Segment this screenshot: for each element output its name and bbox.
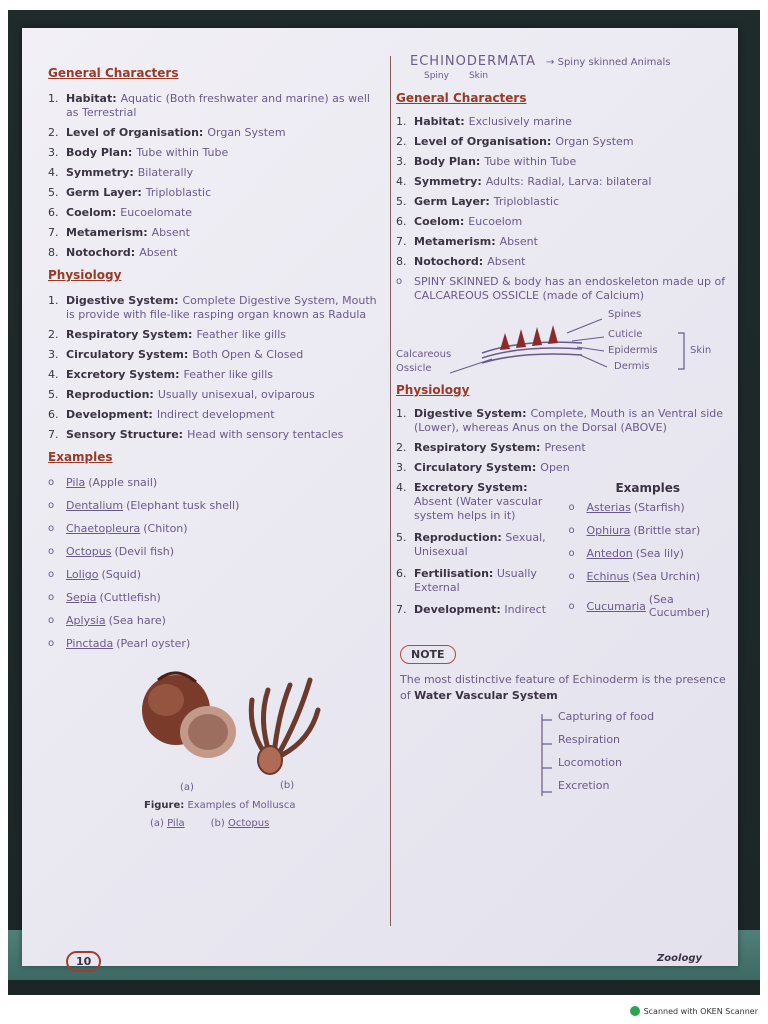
- physiology-item: 7. Sensory Structure: Head with sensory tentacles: [48, 428, 344, 441]
- echinodermata-title-row: [392, 54, 727, 69]
- figure-label-a: (a): [180, 782, 194, 793]
- bullet-icon: o: [568, 571, 575, 582]
- bullet-icon: o: [48, 477, 55, 488]
- bullet-icon: o: [48, 523, 55, 534]
- figure-caption-key: Figure:: [144, 800, 185, 811]
- physiology-item: 3. Circulatory System: Both Open & Closed: [48, 348, 304, 361]
- example-item: o Pinctada (Pearl oyster): [48, 637, 191, 650]
- physiology-item: 5. Reproduction: Usually unisexual, oviparous: [48, 388, 315, 401]
- echino-lower-left: [396, 481, 564, 629]
- general-character-item: 7. Metamerism: Absent: [48, 226, 190, 239]
- example-item: o Antedon (Sea lily): [568, 547, 684, 560]
- spiny-skin-note-text: SPINY SKINNED & body has an endoskeleton made up of CALCAREOUS OSSICLE (made of Calcium): [414, 275, 726, 302]
- bullet-icon: o: [568, 600, 575, 612]
- general-character-item: 3. Body Plan: Tube within Tube: [396, 155, 577, 168]
- wvs-function-item: Locomotion: [558, 756, 622, 769]
- general-character-item: 4. Symmetry: Adults: Radial, Larva: bilateral: [396, 175, 652, 188]
- notebook-page: [22, 28, 738, 966]
- example-item: o Dentalium (Elephant tusk shell): [48, 499, 240, 512]
- right-column: [392, 54, 727, 802]
- echino-general-heading: General Characters: [396, 91, 527, 105]
- note-badge: NOTE: [400, 645, 456, 664]
- label-dermis: Dermis: [614, 361, 650, 372]
- physiology-heading: Physiology: [48, 268, 122, 282]
- example-item: o Loligo (Squid): [48, 568, 142, 581]
- figure-subcaption: [150, 818, 269, 829]
- general-character-item: 7. Metamerism: Absent: [396, 235, 538, 248]
- physiology-item: 2. Respiratory System: Present: [396, 441, 586, 454]
- bullet-icon: o: [48, 500, 55, 511]
- wvs-function-item: Capturing of food: [558, 710, 655, 723]
- physiology-item: 3. Circulatory System: Open: [396, 461, 570, 474]
- scanner-watermark: [630, 1006, 758, 1016]
- general-character-item: 5. Germ Layer: Triploblastic: [48, 186, 212, 199]
- subcaption-a: (a) Pila: [150, 818, 185, 829]
- bullet-icon: o: [48, 615, 55, 626]
- example-item: o Echinus (Sea Urchin): [568, 570, 701, 583]
- skin-layers-svg: [392, 303, 727, 377]
- mollusca-examples-list: [48, 476, 378, 650]
- mollusca-figure: [48, 660, 378, 830]
- label-calcareous: Calcareous: [396, 349, 452, 360]
- etymology-parts: [392, 71, 727, 81]
- example-item: o Octopus (Devil fish): [48, 545, 175, 558]
- scanner-text: Scanned with OKEN Scanner: [643, 1006, 758, 1016]
- figure-caption-value: Examples of Mollusca: [187, 800, 296, 811]
- label-spines: Spines: [608, 309, 642, 320]
- echino-examples: [564, 481, 727, 629]
- wvs-function-item: Respiration: [558, 733, 621, 746]
- general-character-item: 2. Level of Organisation: Organ System: [48, 126, 286, 139]
- bullet-icon: o: [568, 525, 575, 536]
- example-item: o Aplysia (Sea hare): [48, 614, 166, 627]
- figure-illustrations: [48, 660, 378, 780]
- general-character-item: 3. Body Plan: Tube within Tube: [48, 146, 229, 159]
- bullet-icon: o: [48, 546, 55, 557]
- general-character-item: 8. Notochord: Absent: [48, 246, 178, 259]
- excretory-item: 4. Excretory System: Absent (Water vascular system helps in it): [396, 481, 543, 522]
- physiology-item: 1. Digestive System: Complete, Mouth is an Ventral side (Lower), whereas Anus on the Dorsal (ABOVE): [396, 407, 724, 434]
- echino-examples-list: [568, 501, 727, 619]
- etymology-skin: Skin: [468, 71, 489, 81]
- general-character-item: 6. Coelom: Eucoelomate: [48, 206, 193, 219]
- note-text: The most distinctive feature of Echinoderm is the presence of Water Vascular System: [400, 673, 726, 702]
- wvs-function-item: Excretion: [558, 779, 610, 792]
- echinodermata-title: ECHINODERMATA: [410, 54, 537, 69]
- physiology-item: 1. Digestive System: Complete Digestive System, Mouth is provide with file-like rasping organ known as Radula: [48, 294, 377, 321]
- echino-lower-section: [392, 481, 727, 629]
- functions-bracket: [538, 714, 558, 804]
- figure-caption: [144, 800, 296, 811]
- bullet-icon: o: [48, 638, 55, 649]
- octopus-illustration: [251, 680, 318, 774]
- echinodermata-meaning: → Spiny skinned Animals: [546, 57, 671, 68]
- page-number: 10: [66, 951, 101, 972]
- spiny-skin-note: o SPINY SKINNED & body has an endoskeleton made up of CALCAREOUS OSSICLE (made of Calcium): [396, 275, 726, 302]
- label-epidermis: Epidermis: [608, 345, 658, 356]
- figure-label-b: (b): [280, 780, 295, 791]
- bullet-icon: o: [568, 548, 575, 559]
- general-character-item: 1. Habitat: Exclusively marine: [396, 115, 572, 128]
- scanner-logo-icon: [630, 1006, 640, 1016]
- example-item: o Cucumaria (Sea Cucumber): [568, 593, 710, 619]
- fertilisation-item: 6. Fertilisation: Usually External: [396, 567, 537, 594]
- development-item: 7. Development: Indirect: [396, 603, 547, 616]
- general-character-item: 4. Symmetry: Bilaterally: [48, 166, 194, 179]
- example-item: o Ophiura (Brittle star): [568, 524, 701, 537]
- echino-examples-heading: Examples: [615, 481, 680, 495]
- subcaption-b: (b) Octopus: [210, 818, 270, 829]
- general-character-item: 8. Notochord: Absent: [396, 255, 526, 268]
- general-character-item: 2. Level of Organisation: Organ System: [396, 135, 634, 148]
- general-characters-heading: General Characters: [48, 66, 179, 80]
- example-item: o Asterias (Starfish): [568, 501, 685, 514]
- functions-list: [538, 710, 727, 792]
- mollusca-physiology-list: [48, 294, 378, 442]
- etymology-spiny: Spiny: [424, 71, 449, 81]
- reproduction-item: 5. Reproduction: Sexual, Unisexual: [396, 531, 546, 558]
- general-character-item: 5. Germ Layer: Triploblastic: [396, 195, 560, 208]
- physiology-item: 2. Respiratory System: Feather like gills: [48, 328, 286, 341]
- echino-physiology-list: [392, 407, 727, 475]
- skin-diagram: [392, 303, 727, 377]
- examples-heading: Examples: [48, 450, 113, 464]
- label-skin: Skin: [690, 345, 712, 356]
- example-item: o Pila (Apple snail): [48, 476, 158, 489]
- bullet-icon: o: [48, 569, 55, 580]
- example-item: o Sepia (Cuttlefish): [48, 591, 161, 604]
- subject-footer: Zoology: [657, 953, 702, 964]
- label-cuticle: Cuticle: [608, 329, 643, 340]
- note-block: [392, 643, 727, 792]
- example-item: o Chaetopleura (Chiton): [48, 522, 188, 535]
- wvs-functions: [538, 710, 727, 792]
- left-column: [48, 66, 378, 830]
- echino-general-list: [392, 115, 727, 269]
- pila-snail-illustration: [142, 673, 236, 758]
- label-ossicle: Ossicle: [396, 363, 432, 374]
- physiology-item: 6. Development: Indirect development: [48, 408, 275, 421]
- bullet-icon: o: [48, 592, 55, 603]
- general-character-item: 6. Coelom: Eucoelom: [396, 215, 523, 228]
- general-character-item: 1. Habitat: Aquatic (Both freshwater and marine) as well as Terrestrial: [48, 92, 370, 119]
- physiology-item: 4. Excretory System: Feather like gills: [48, 368, 274, 381]
- bullet-icon: o: [568, 502, 575, 513]
- echino-physiology-heading: Physiology: [396, 383, 470, 397]
- mollusca-general-list: [48, 92, 378, 260]
- column-divider: [390, 56, 391, 926]
